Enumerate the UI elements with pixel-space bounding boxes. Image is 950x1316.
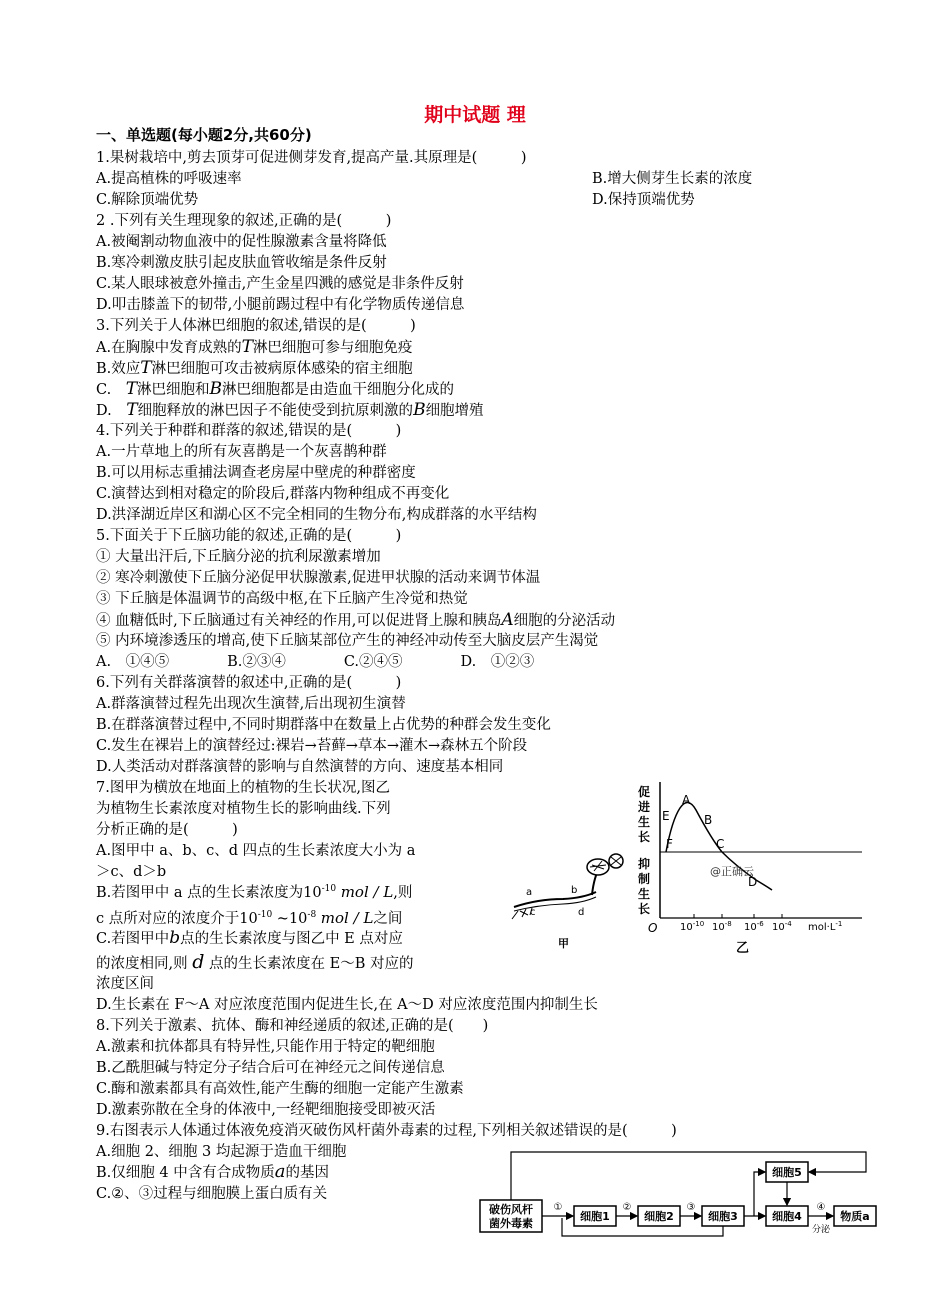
cell4-label: 细胞4	[772, 1210, 802, 1223]
y-label-inhibit-1: 抑	[638, 857, 651, 871]
cell2-label: 细胞2	[644, 1210, 674, 1223]
q7-b2-exponent-2: -8	[307, 910, 317, 920]
q7-b-exponent: -10	[321, 884, 337, 894]
q9-b-symbol: a	[274, 1161, 286, 1182]
q7-c-text-end: 点的生长素浓度与图乙中 E 点对应	[180, 931, 403, 947]
q3-a-symbol: T	[241, 337, 253, 357]
q9-option-b	[96, 1162, 329, 1183]
q7-b-text: B.若图甲中 a 点的生长素浓度为10	[96, 884, 322, 901]
q3-option-d	[96, 400, 484, 421]
q9-stem: 9.右图表示人体通过体液免疫消灭破伤风杆菌外毒素的过程,下列相关叙述错误的是( )	[96, 1123, 677, 1139]
immune-flow-diagram	[476, 1148, 880, 1238]
label-d: d	[578, 907, 585, 918]
tick-label-1: $10^{-10}$	[680, 920, 705, 933]
q7-stem-line1: 7.图甲为横放在地面上的植物的生长状况,图乙	[96, 780, 390, 796]
cell5-label: 细胞5	[772, 1166, 802, 1179]
q1-option-d: D.保持顶端优势	[592, 192, 695, 208]
q3-d-text-end: 细胞增殖	[425, 403, 484, 419]
q5-s4-text: ④ 血糖低时,下丘脑通过有关神经的作用,可以促进肾上腺和胰岛	[96, 613, 502, 629]
toxin-label-2: 菌外毒素	[489, 1217, 533, 1230]
point-F: F	[666, 837, 673, 851]
q3-b-symbol: T	[140, 358, 152, 378]
figure-yi	[636, 780, 866, 960]
q5-statement-3: ③ 下丘脑是体温调节的高级中枢,在下丘脑产生冷觉和热觉	[96, 591, 468, 607]
q7-option-c-line1	[96, 928, 403, 949]
q6-option-b: B.在群落演替过程中,不同时期群落中在数量上占优势的种群会发生变化	[96, 717, 551, 733]
q9-option-c: C.②、③过程与细胞膜上蛋白质有关	[96, 1186, 328, 1202]
q9-b-text-end: 的基因	[285, 1165, 329, 1181]
q7-c2-text: 的浓度相同,则	[96, 956, 188, 972]
q1-option-b: B.增大侧芽生长素的浓度	[592, 171, 753, 187]
origin-label: O	[648, 921, 658, 935]
q7-b2-text-end: 之间	[373, 910, 403, 927]
y-label-promote-1: 促	[638, 785, 651, 799]
x-unit-label: $mol\cdot L^{-1}$	[808, 920, 843, 933]
step-2-label: ②	[622, 1202, 632, 1213]
q3-d-symbol-b: B	[413, 400, 426, 420]
point-E: E	[662, 809, 670, 823]
step-1-label: ①	[553, 1202, 563, 1213]
figure-jia	[508, 845, 628, 955]
q5-statement-5: ⑤ 内环境渗透压的增高,使下丘脑某部位产生的神经冲动传至大脑皮层产生渴觉	[96, 633, 599, 649]
tick-label-2: $10^{-8}$	[712, 920, 732, 933]
q7-option-b-line2	[96, 905, 402, 929]
q6-option-d: D.人类活动对群落演替的影响与自然演替的方向、速度基本相同	[96, 759, 504, 775]
q8-option-c: C.酶和激素都具有高效性,能产生酶的细胞一定能产生激素	[96, 1081, 464, 1097]
q5-statement-2: ② 寒冷刺激使下丘脑分泌促甲状腺激素,促进甲状腺的活动来调节体温	[96, 570, 541, 586]
q7-option-c-line3: 浓度区间	[96, 976, 154, 992]
q7-option-b-line1	[96, 879, 412, 903]
step-3-label: ③	[686, 1202, 696, 1213]
y-label-promote-3: 生	[638, 815, 651, 829]
substance-label: 物质a	[840, 1210, 870, 1223]
q6-stem: 6.下列有关群落演替的叙述中,正确的是( )	[96, 675, 402, 691]
q2-stem: 2 .下列有关生理现象的叙述,正确的是( )	[96, 213, 392, 229]
q2-option-b: B.寒冷刺激皮肤引起皮肤血管收缩是条件反射	[96, 255, 387, 271]
q1-option-a: A.提高植株的呼吸速率	[96, 171, 242, 187]
q7-option-a-line1: A.图甲中 a、b、c、d 四点的生长素浓度大小为 a	[96, 843, 416, 859]
q4-option-d: D.洪泽湖近岸区和湖心区不完全相同的生物分布,构成群落的水平结构	[96, 507, 537, 523]
y-label-promote-2: 进	[638, 800, 651, 814]
q3-c-text-mid: 淋巴细胞和	[137, 382, 210, 398]
y-label-promote-4: 长	[638, 830, 651, 844]
q7-option-a-line2: ＞c、d＞b	[96, 864, 167, 880]
y-label-inhibit-4: 长	[638, 902, 651, 916]
q1-stem: 1.果树栽培中,剪去顶芽可促进侧芽发育,提高产量.其原理是( )	[96, 150, 527, 166]
q7-option-d: D.生长素在 F～A 对应浓度范围内促进生长,在 A～D 对应浓度范围内抑制生长	[96, 997, 598, 1013]
q7-b2-unit: mol / L	[320, 908, 374, 927]
secrete-label: 分泌	[811, 1225, 831, 1235]
point-D: D	[748, 875, 758, 889]
q3-d-symbol-t: T	[126, 400, 138, 420]
q3-c-symbol-t: T	[125, 379, 138, 399]
q3-option-c	[96, 379, 454, 400]
q5-statement-4	[96, 610, 615, 631]
arrow-cell3-to-cell5	[754, 1172, 765, 1216]
q2-option-c: C.某人眼球被意外撞击,产生金星四溅的感觉是非条件反射	[96, 276, 464, 292]
label-a: a	[526, 887, 533, 898]
q8-option-a: A.激素和抗体都具有特异性,只能作用于特定的靶细胞	[96, 1039, 435, 1055]
step-4-label: ④	[816, 1202, 826, 1213]
q7-stem-line2: 为植物生长素浓度对植物生长的影响曲线.下列	[96, 801, 391, 817]
point-A: A	[682, 793, 691, 807]
q6-option-a: A.群落演替过程先出现次生演替,后出现初生演替	[96, 696, 406, 712]
q9-b-text: B.仅细胞 4 中含有合成物质	[96, 1165, 275, 1181]
q3-option-b	[96, 358, 413, 379]
q4-option-b: B.可以用标志重捕法调查老房屋中壁虎的种群密度	[96, 465, 416, 481]
q1-option-c: C.解除顶端优势	[96, 192, 199, 208]
q2-option-d: D.叩击膝盖下的韧带,小腿前踢过程中有化学物质传递信息	[96, 297, 465, 313]
q7-b-text-end: ,则	[393, 884, 413, 901]
q3-option-a	[96, 337, 412, 358]
q7-b2-exponent-1: -10	[257, 910, 273, 920]
q3-b-text: B.效应	[96, 361, 141, 377]
q7-b2-text-mid: ~10	[272, 910, 308, 927]
point-B: B	[704, 813, 713, 827]
q4-stem: 4.下列关于种群和群落的叙述,错误的是( )	[96, 423, 402, 439]
y-label-inhibit-3: 生	[638, 887, 651, 901]
tick-label-4: $10^{-4}$	[772, 920, 792, 933]
q3-b-text-end: 淋巴细胞可攻击被病原体感染的宿主细胞	[151, 361, 413, 377]
q7-stem-line3: 分析正确的是( )	[96, 822, 238, 838]
q6-option-c: C.发生在裸岩上的演替经过:裸岩→苔藓→草本→灌木→森林五个阶段	[96, 738, 528, 754]
watermark: @正确云	[710, 865, 754, 878]
label-b: b	[571, 885, 578, 896]
q8-option-d: D.激素弥散在全身的体液中,一经靶细胞接受即被灭活	[96, 1102, 436, 1118]
q9-option-a: A.细胞 2、细胞 3 均起源于造血干细胞	[96, 1144, 347, 1160]
q3-c-text: C.	[96, 382, 112, 398]
q7-c-symbol-b: b	[169, 928, 181, 948]
q5-s4-symbol: A	[501, 610, 514, 630]
q2-option-a: A.被阉割动物血液中的促性腺激素含量将降低	[96, 234, 387, 250]
point-C: C	[716, 837, 725, 851]
q7-b2-text: c 点所对应的浓度介于10	[96, 910, 258, 927]
q8-stem: 8.下列关于激素、抗体、酶和神经递质的叙述,正确的是( )	[96, 1018, 489, 1034]
toxin-label-1: 破伤风杆	[489, 1203, 533, 1216]
page-title: 期中试题 理	[424, 104, 526, 126]
q3-d-text-mid: 细胞释放的淋巴因子不能使受到抗原刺激的	[137, 403, 414, 419]
caption-yi: 乙	[736, 941, 750, 956]
q7-option-c-line2	[96, 952, 413, 974]
caption-jia: 甲	[558, 937, 569, 950]
q8-option-b: B.乙酰胆碱与特定分子结合后可在神经元之间传递信息	[96, 1060, 445, 1076]
q7-b-unit: mol / L	[340, 882, 394, 901]
q5-options: A. ①④⑤ B.②③④ C.②④⑤ D. ①②③	[96, 654, 535, 670]
q3-c-symbol-b: B	[209, 379, 223, 399]
label-c: c	[530, 907, 536, 918]
q4-option-a: A.一片草地上的所有灰喜鹊是一个灰喜鹊种群	[96, 444, 387, 460]
q7-c-text: C.若图甲中	[96, 931, 170, 947]
cell3-label: 细胞3	[708, 1210, 738, 1223]
q5-statement-1: ① 大量出汗后,下丘脑分泌的抗利尿激素增加	[96, 549, 381, 565]
q5-stem: 5.下面关于下丘脑功能的叙述,正确的是( )	[96, 528, 402, 544]
q3-stem: 3.下列关于人体淋巴细胞的叙述,错误的是( )	[96, 318, 416, 334]
tick-label-3: $10^{-6}$	[744, 920, 764, 933]
cell1-label: 细胞1	[580, 1210, 610, 1223]
q7-c2-symbol-d: d	[192, 951, 205, 973]
section-heading: 一、单选题(每小题2分,共60分)	[96, 126, 312, 144]
arrow-toxin-to-cell5	[511, 1152, 866, 1200]
q3-a-text: A.在胸腺中发育成熟的	[96, 340, 242, 356]
y-label-inhibit-2: 制	[638, 872, 651, 886]
q3-a-text-end: 淋巴细胞可参与细胞免疫	[252, 340, 413, 356]
q4-option-c: C.演替达到相对稳定的阶段后,群落内物种组成不再变化	[96, 486, 450, 502]
q3-d-text: D.	[96, 403, 112, 419]
q7-c2-text-end: 点的生长素浓度在 E～B 对应的	[209, 956, 414, 972]
q3-c-text-end: 淋巴细胞都是由造血干细胞分化成的	[222, 382, 455, 398]
q5-s4-text-end: 细胞的分泌活动	[513, 613, 616, 629]
